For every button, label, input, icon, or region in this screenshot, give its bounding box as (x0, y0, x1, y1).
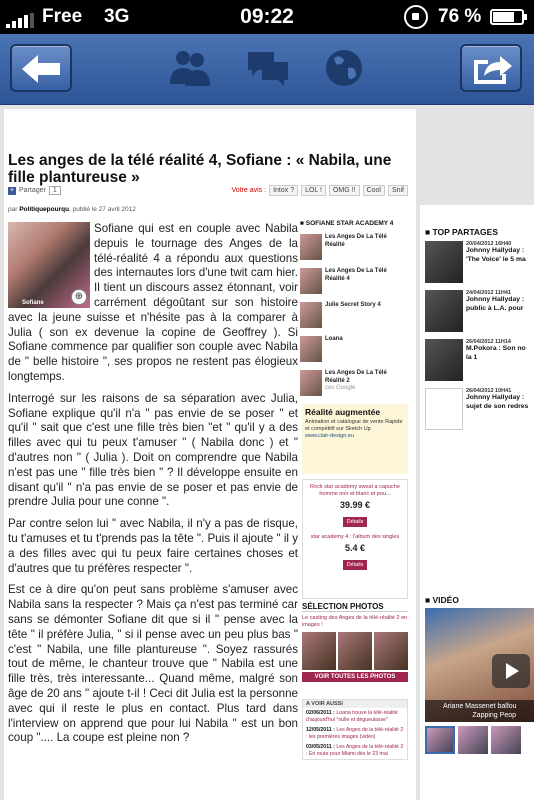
carrier-label: Free (42, 6, 83, 27)
see-also-box (302, 699, 408, 760)
ad-url[interactable]: www.clair-design.eu (305, 433, 354, 439)
thumbnail (300, 370, 322, 396)
related-item-title: Loana (325, 336, 343, 342)
ad-title: Réalité augmentée (305, 407, 381, 417)
item-date: 26/04/2012 11H14 (466, 339, 511, 345)
thumbnail (300, 302, 322, 328)
video-heading: ■ VIDÉO (425, 595, 459, 605)
share-button[interactable] (460, 44, 522, 92)
article-image[interactable] (8, 222, 90, 308)
byline-prefix: par (8, 206, 18, 213)
item-date: 02/06/2011 : (306, 710, 335, 716)
item-date: 03/05/2011 : (306, 744, 335, 750)
battery-percent: 76 % (438, 6, 482, 27)
product-name[interactable]: Rock star academy sweat a capuche homme noir et blanc et pou... (310, 484, 400, 497)
share-count: 1 (49, 186, 61, 195)
vote-omg[interactable]: OMG !! (329, 185, 360, 196)
item-title: Johnny Hallyday : sujet de son redres (466, 394, 529, 410)
top-shares-heading-text: TOP PARTAGES (432, 227, 498, 237)
see-also-heading: A VOIR AUSSI (303, 700, 407, 708)
ad-box[interactable] (302, 404, 408, 474)
share-bar (8, 185, 408, 199)
related-item[interactable] (300, 302, 408, 330)
globe-icon[interactable] (322, 48, 366, 88)
app-toolbar (0, 34, 534, 105)
ad-description: Animation et catalogue de vente Rapide et compétitif sur Sketch Up (305, 419, 403, 432)
item-title: Les Anges de la télé-réalité 2 : En route pour Miami dès le 23 mai (306, 744, 404, 757)
video-thumb[interactable] (458, 726, 488, 754)
vote-bar (231, 185, 408, 196)
paragraph: Sofiane qui est en couple avec Nabila depuis le tournage des Anges de la télé-réalité 4 a répondu aux questions des internautes lors d'une twit cam hier. Il tient un discours assez étonnant, voir carrément dégoûtant sur son histoire avec la jeune suisse et n'hésite pas à la comparer à Julia ( son ex devenue la copine de Geoffrey ). Si Sofiane commence par qualifier son couple avec Nabila de " belle histoire ", ses propos ne restent pas élogieux longtemps. (8, 222, 298, 383)
product-price: 5.4 € (344, 543, 366, 553)
vote-intox[interactable]: Intox ? (269, 185, 298, 196)
vote-label: Votre avis : (231, 187, 267, 194)
top-shares-heading: ■ TOP PARTAGES (425, 227, 498, 237)
image-label: Sofiane (22, 300, 44, 306)
thumbnail (425, 339, 463, 381)
thumbnail (425, 241, 463, 283)
thumbnail (425, 388, 463, 430)
see-also-item[interactable] (303, 708, 407, 725)
item-title: Les Anges de la télé-réalité 2 : les premières images (vidéo) (306, 727, 404, 740)
top-share-item[interactable] (425, 241, 534, 285)
thumbnail (300, 336, 322, 362)
top-shares (425, 227, 534, 437)
vote-lol[interactable]: LOL ! (301, 185, 326, 196)
video-thumb[interactable] (491, 726, 521, 754)
web-page[interactable] (0, 105, 534, 800)
related-item-title: Les Anges De La Télé Réalité 4 (325, 268, 387, 282)
plus-icon: + (9, 186, 15, 194)
top-share-item[interactable] (425, 388, 534, 432)
related-item-title-text: Les Anges De La Télé Réalité 2 (325, 370, 387, 384)
back-arrow-icon (20, 52, 64, 86)
clock: 09:22 (240, 5, 294, 28)
photos-heading: SÉLECTION PHOTOS (302, 602, 408, 612)
video-thumbnails[interactable] (425, 726, 534, 754)
author-link[interactable]: Politiquepourqu (19, 206, 70, 213)
vote-cool[interactable]: Cool (363, 185, 385, 196)
share-label: Partager (19, 187, 46, 194)
sidebar-heading: ■ SOFIANE STAR ACADEMY 4 (300, 220, 394, 227)
item-date: 26/04/2012 10H41 (466, 388, 512, 394)
related-item[interactable] (300, 336, 408, 364)
photo-selection (302, 602, 408, 682)
status-bar (0, 0, 534, 34)
share-button-small[interactable] (8, 186, 61, 195)
top-share-item[interactable] (425, 339, 534, 383)
top-share-item[interactable] (425, 290, 534, 334)
see-also-item[interactable] (303, 742, 407, 759)
related-item[interactable] (300, 234, 408, 262)
paragraph: Par contre selon lui " avec Nabila, il n'y a pas de risque, tu t'amuses et tu t'prends pas la tête ". Puis il ajoute " il y a des filles avec qui tu peux faire certaines choses et d'autres que tu préfères respecter ". (8, 517, 298, 575)
product-price: 39.99 € (339, 500, 371, 510)
item-title: Johnny Hallyday : 'The Voice' le 5 ma (466, 247, 526, 263)
item-title: Loana trouve la télé-réalité d'aujourd'hui "nulle et dégueulasse" (306, 710, 398, 723)
related-item[interactable] (300, 268, 408, 296)
sidebar-heading-text: SOFIANE STAR ACADEMY 4 (305, 220, 394, 227)
related-item[interactable] (300, 370, 408, 398)
video-caption: Ariane Massenet balfou Zapping Peop (425, 700, 534, 722)
related-item-title: Les Anges De La Télé Réalité (325, 234, 387, 248)
details-button[interactable]: Détails (343, 560, 368, 570)
battery-icon (490, 9, 524, 25)
photos-caption[interactable]: Le casting des Anges de la télé-réalité 2 en images ! (302, 615, 408, 628)
paragraph: Interrogé sur les raisons de sa séparation avec Julia, Sofiane explique qu'il n'a " pas envie de se poser " et qu'il " sait que c'est une fille très bien "et " qu'il y a des filles avec qui tu peux t'amuser " ( Nabila donc ) et " d'autres non " ( Julia ). Doit on comprendre que Nabila n'est pas une " fille très bien " ? Il développe ensuite en disant qu'il " n'a pas envie de se poser et pas envie de prendre Julia pour une conne ". (8, 391, 298, 509)
related-item-title (325, 370, 408, 398)
messages-icon[interactable] (246, 48, 290, 88)
all-photos-button[interactable]: VOIR TOUTES LES PHOTOS (302, 672, 408, 682)
vote-snif[interactable]: Snif (388, 185, 408, 196)
related-item-title: Julie Secret Story 4 (325, 302, 381, 308)
item-date: 12/05/2011 : (306, 727, 335, 733)
item-title: M.Pokora : Son no la 1 (466, 345, 526, 361)
video-player[interactable] (425, 608, 534, 722)
byline (8, 206, 136, 213)
back-button[interactable] (10, 44, 72, 92)
thumbnail (425, 290, 463, 332)
play-icon[interactable] (492, 654, 530, 688)
see-also-item[interactable] (303, 725, 407, 742)
network-label: 3G (104, 6, 130, 27)
item-date: 20/04/2012 16H40 (466, 241, 512, 247)
item-title: Johnny Hallyday : public à L.A. pour (466, 296, 525, 312)
share-icon (470, 52, 514, 86)
rotation-lock-icon (404, 5, 428, 29)
ad-source: ces Google (325, 385, 356, 391)
shop-box (302, 479, 408, 599)
publish-date: , publié le 27 avril 2012 (69, 206, 136, 213)
thumbnail (300, 268, 322, 294)
video-heading-text: VIDÉO (432, 595, 459, 605)
photo-thumbnails[interactable] (302, 632, 408, 670)
thumbnail (300, 234, 322, 260)
paragraph: Est ce à dire qu'on peut sans problème s'amuser avec Nabila sans la respecter ? Mais ça n'est pas terminé car sans se démonter Sofiane dit que si il " pense avec la tête " il préfère Julia, " si il pense avec un peu plus bas " c'est " Nabila, une fille plantureuse ". Soyez rassurés tout de même, le chanteur trouve que " Nabila est une fille très, très interessante... Quand même, malgré son âge de 20 ans " ajoute t-il ! Ceci dit Julia est la personne avec qui il reste le plus en contact. Plus tard dans l'interview on apprend que pour lui Nabila " est un bon coup ".... La coupe est pleine non ? (8, 583, 298, 745)
details-button[interactable]: Détails (343, 517, 368, 527)
related-sidebar (300, 220, 408, 404)
friends-icon[interactable] (168, 48, 212, 88)
article-title: Les anges de la télé réalité 4, Sofiane : « Nabila, une fille plantureuse » (8, 152, 392, 186)
item-date: 24/04/2012 11H41 (466, 290, 511, 296)
video-widget (425, 595, 534, 755)
zoom-icon[interactable]: ⊕ (71, 289, 87, 305)
video-thumb[interactable] (425, 726, 455, 754)
product-name[interactable]: star academy 4 : l'album des singles (310, 534, 400, 540)
